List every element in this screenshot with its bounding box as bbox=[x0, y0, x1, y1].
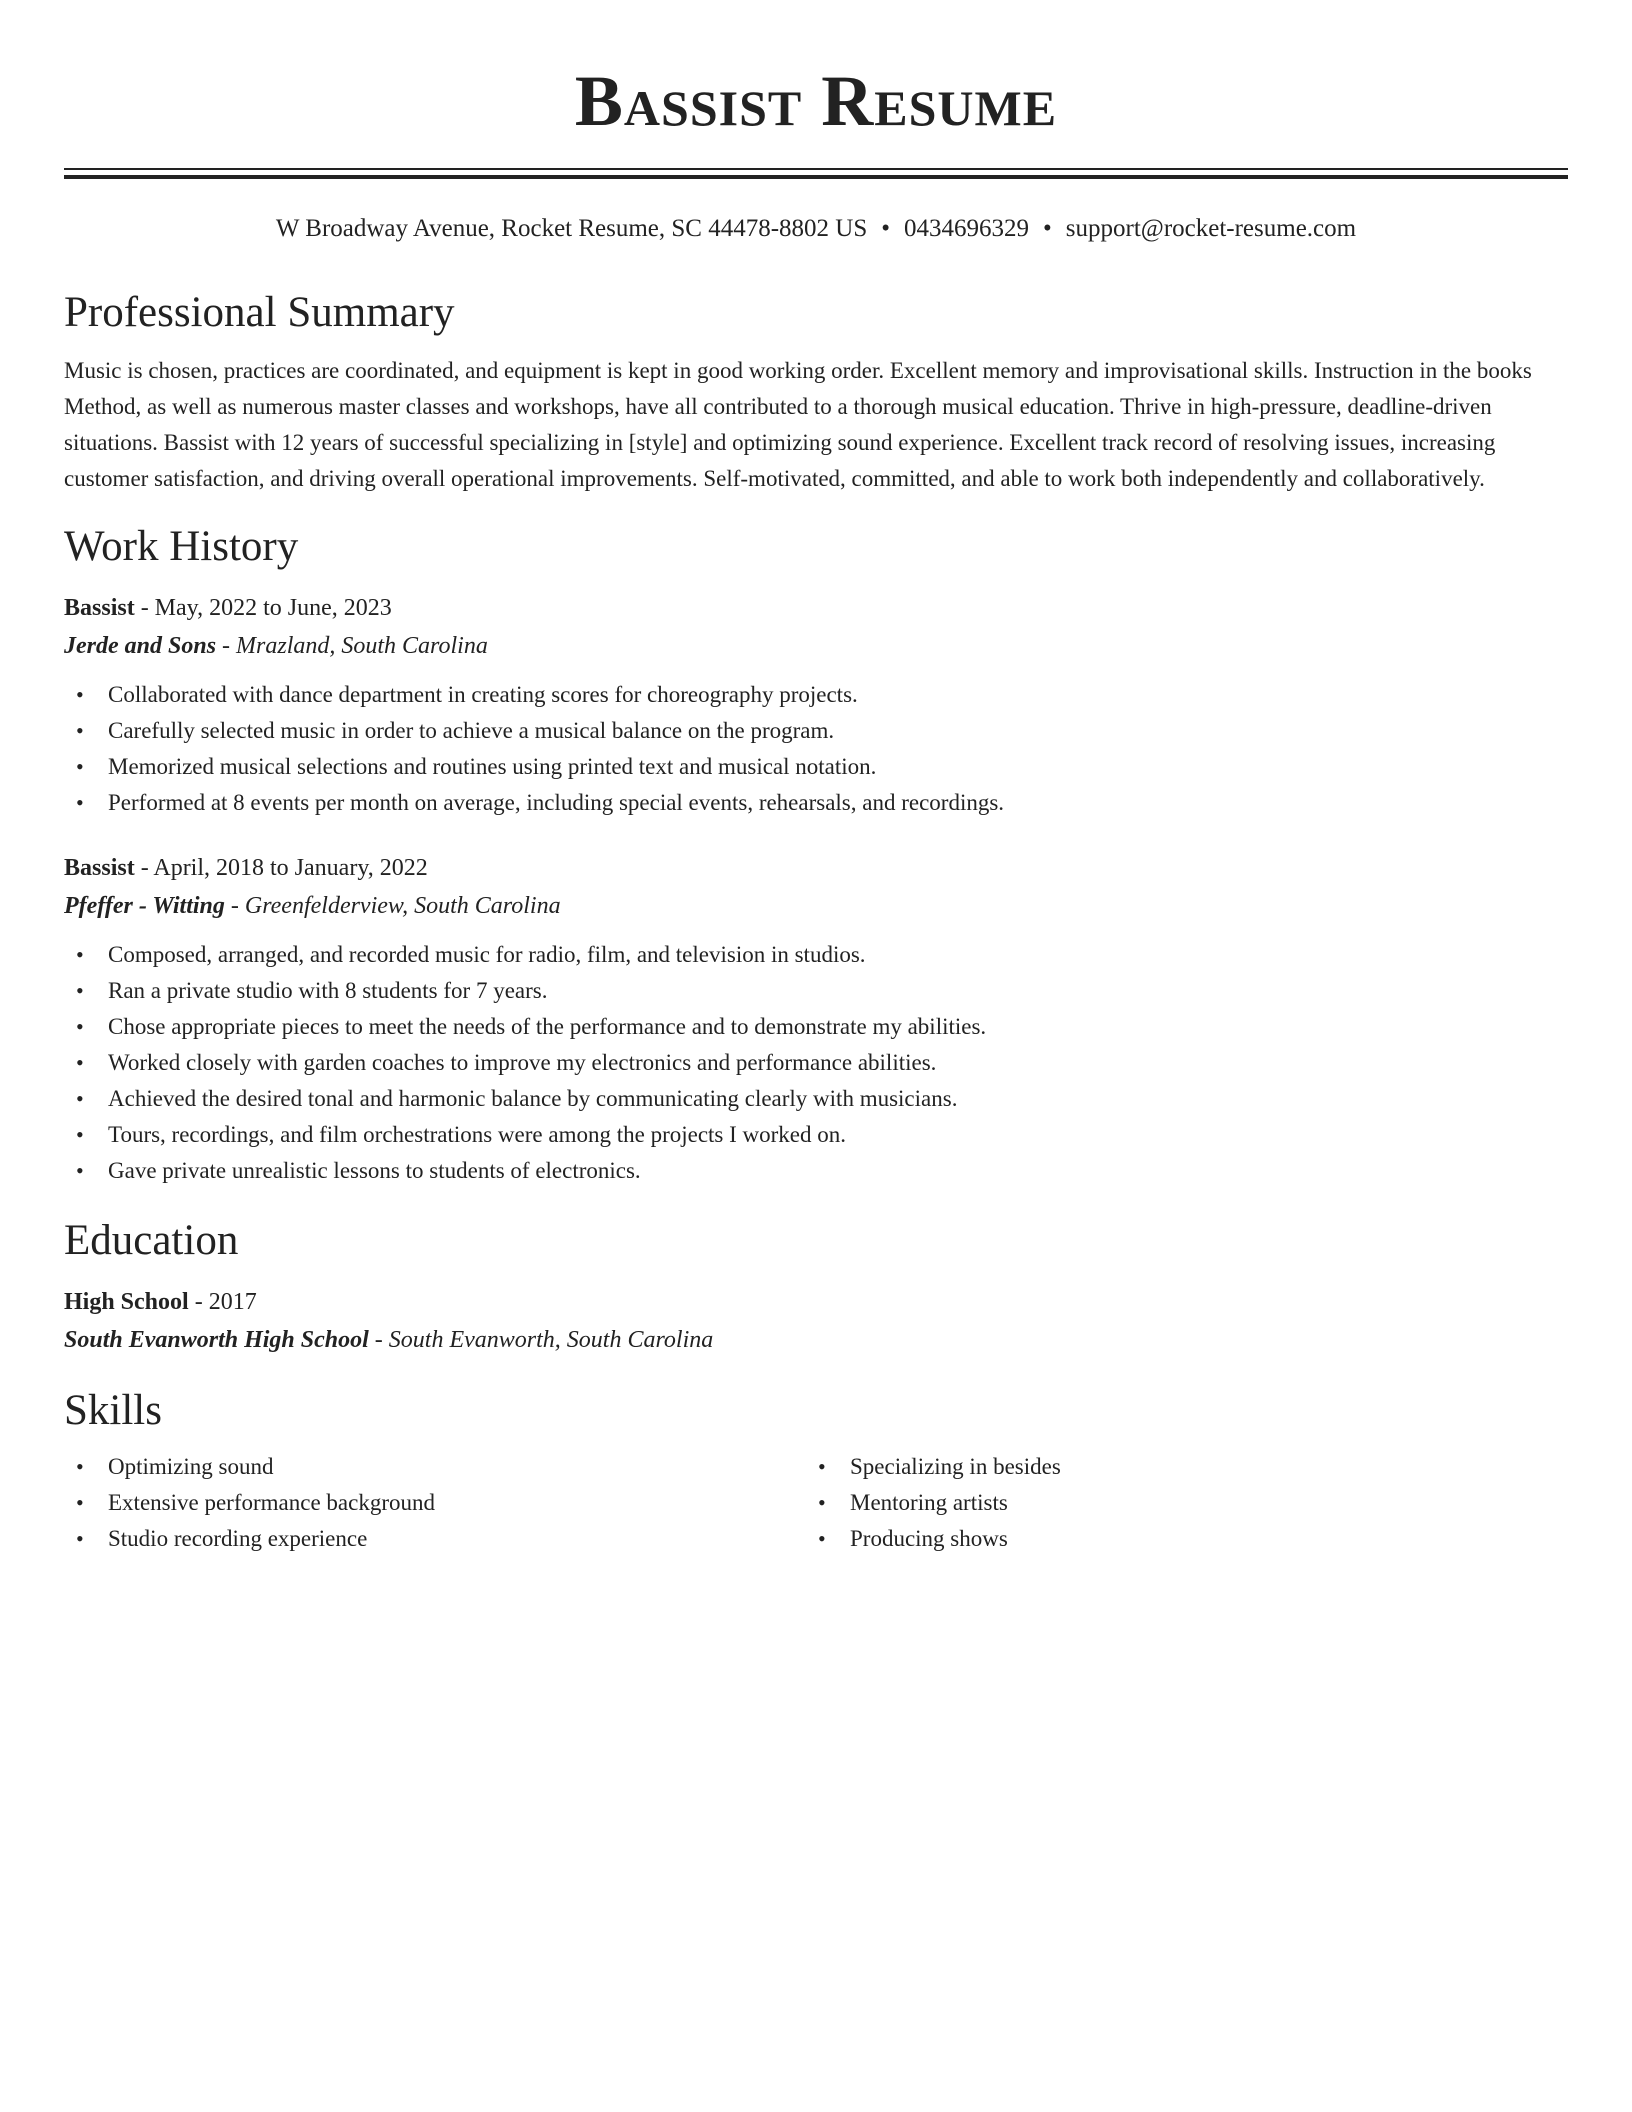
title-divider-top bbox=[64, 168, 1568, 170]
job-bullets bbox=[64, 937, 1568, 1189]
education-year: - 2017 bbox=[188, 1289, 257, 1315]
skill-item: • Mentoring artists bbox=[806, 1485, 1548, 1521]
job-title: Bassist bbox=[64, 595, 135, 621]
job-bullet: • Achieved the desired tonal and harmonic balance by communicating clearly with musicians. bbox=[64, 1081, 1568, 1117]
job-bullet: • Chose appropriate pieces to meet the needs of the performance and to demonstrate my abilities. bbox=[64, 1009, 1568, 1045]
work-history-heading: Work History bbox=[64, 523, 299, 570]
contact-email: support@rocket-resume.com bbox=[1065, 215, 1357, 242]
resume-title: Bassist Resume bbox=[574, 61, 1058, 141]
employer-name: Jerde and Sons bbox=[64, 633, 217, 659]
skills-column-right bbox=[806, 1449, 1548, 1557]
job-bullet: • Carefully selected music in order to achieve a musical balance on the program. bbox=[64, 713, 1568, 749]
job-bullet: • Tours, recordings, and film orchestrations were among the projects I worked on. bbox=[64, 1117, 1568, 1153]
contact-line bbox=[64, 213, 1568, 245]
job-bullet: • Worked closely with garden coaches to improve my electronics and performance abilities. bbox=[64, 1045, 1568, 1081]
skills-list bbox=[64, 1449, 806, 1557]
job-bullet: • Gave private unrealistic lessons to students of electronics. bbox=[64, 1153, 1568, 1189]
job-bullet: • Composed, arranged, and recorded music for radio, film, and television in studios. bbox=[64, 937, 1568, 973]
employer-line bbox=[64, 887, 1568, 925]
education-degree: High School bbox=[64, 1289, 189, 1315]
job-title: Bassist bbox=[64, 855, 135, 881]
skill-item: • Extensive performance background bbox=[64, 1485, 806, 1521]
resume-page bbox=[64, 0, 1568, 1557]
contact-separator: • bbox=[1043, 215, 1052, 242]
employer-location: - Mrazland, South Carolina bbox=[216, 633, 488, 659]
skills-column-left bbox=[64, 1449, 806, 1557]
contact-address: W Broadway Avenue, Rocket Resume, SC 44478-8802 US bbox=[275, 215, 868, 242]
job-bullets bbox=[64, 677, 1568, 821]
summary-text: Music is chosen, practices are coordinated, and equipment is kept in good working order. Excellent memory and improvisational skills. Instruction in the books Method, as well as numerous master classes and workshops, have all contributed to a thorough musical education. Thrive in high-pressure, deadline-driven situations. Bassist with 12 years of successful specializing in [style] and optimizing sound experience. Excellent track record of resolving issues, increasing customer satisfaction, and driving overall operational improvements. Self-motivated, committed, and able to work both independently and collaboratively. bbox=[64, 358, 1532, 491]
contact-separator: • bbox=[881, 215, 891, 242]
contact-phone: 0434696329 bbox=[904, 215, 1030, 242]
skills-heading: Skills bbox=[64, 1387, 162, 1434]
job-title-line bbox=[64, 589, 1568, 627]
employer-name: Pfeffer - Witting bbox=[64, 893, 225, 919]
skill-item: • Optimizing sound bbox=[64, 1449, 806, 1485]
job-dates: - May, 2022 to June, 2023 bbox=[134, 595, 392, 621]
skills-grid bbox=[64, 1449, 1568, 1557]
employer-location: - Greenfelderview, South Carolina bbox=[224, 893, 561, 919]
job-bullet: • Performed at 8 events per month on average, including special events, rehearsals, and recordings. bbox=[64, 785, 1568, 821]
job-dates: - April, 2018 to January, 2022 bbox=[134, 855, 428, 881]
summary-heading: Professional Summary bbox=[64, 289, 455, 336]
job-entry bbox=[64, 589, 1568, 821]
education-school: South Evanworth High School bbox=[64, 1327, 369, 1353]
job-bullet: • Memorized musical selections and routines using printed text and musical notation. bbox=[64, 749, 1568, 785]
education-location: - South Evanworth, South Carolina bbox=[368, 1327, 714, 1353]
title-divider-bottom bbox=[64, 175, 1568, 179]
job-bullet: • Collaborated with dance department in creating scores for choreography projects. bbox=[64, 677, 1568, 713]
skill-item: • Specializing in besides bbox=[806, 1449, 1548, 1485]
education-school-line bbox=[64, 1321, 1568, 1359]
employer-line bbox=[64, 627, 1568, 665]
skill-item: • Producing shows bbox=[806, 1521, 1548, 1557]
skills-list bbox=[806, 1449, 1548, 1557]
education-degree-line bbox=[64, 1283, 1568, 1321]
job-bullet: • Ran a private studio with 8 students for 7 years. bbox=[64, 973, 1568, 1009]
skill-item: • Studio recording experience bbox=[64, 1521, 806, 1557]
job-entry bbox=[64, 849, 1568, 1189]
job-title-line bbox=[64, 849, 1568, 887]
education-heading: Education bbox=[64, 1217, 239, 1264]
